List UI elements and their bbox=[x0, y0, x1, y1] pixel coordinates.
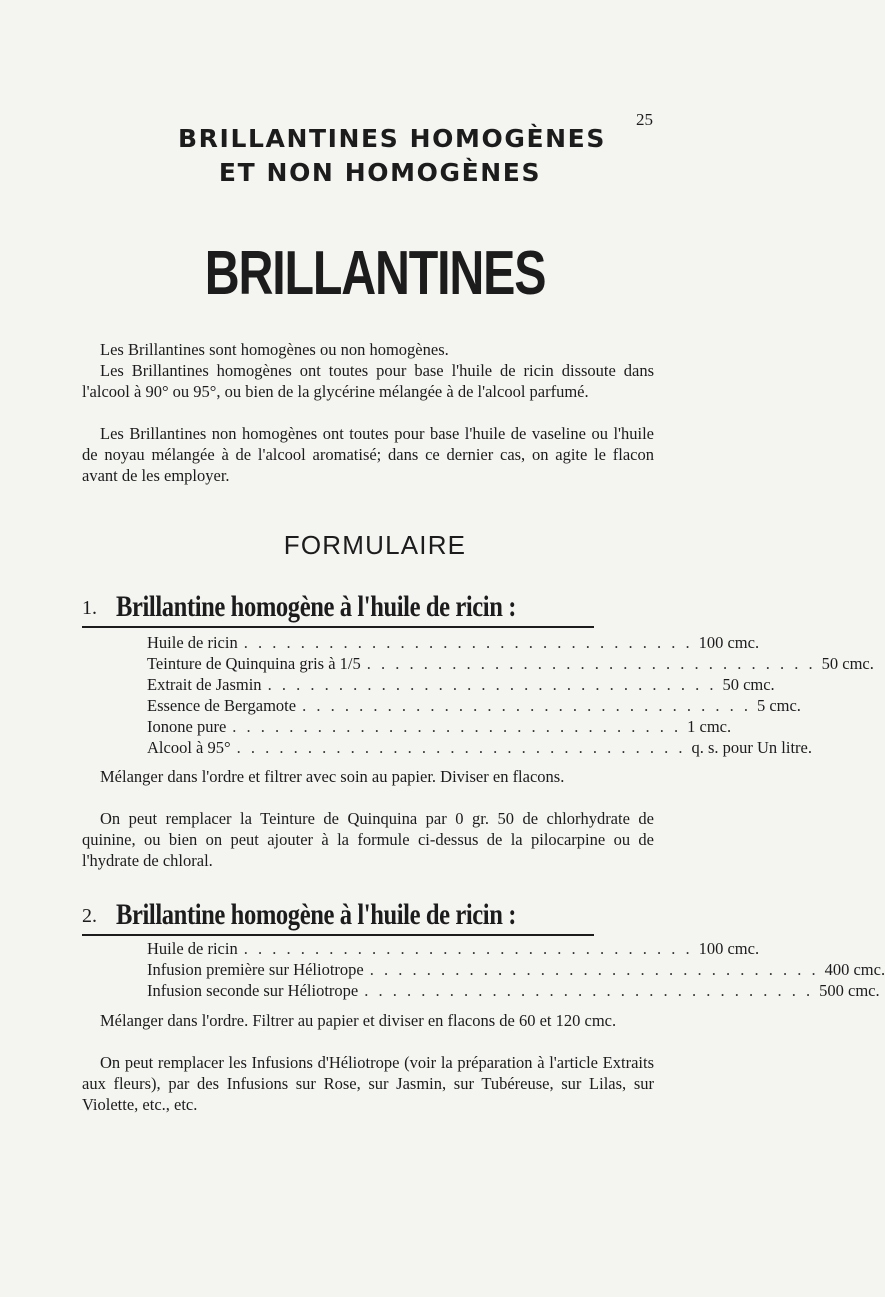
ingredient-row bbox=[147, 938, 760, 959]
intro-paragraph-1: Les Brillantines sont homogènes ou non homogènes. bbox=[100, 340, 449, 359]
ingredient-quantity: 400 cmc. bbox=[824, 960, 885, 979]
ingredient-row bbox=[147, 716, 732, 737]
dot-leader: . . . . . . . . . . . . . . . . . . . . . . . . . . . . . . . . bbox=[369, 960, 819, 979]
recipe-2-note-1: Mélanger dans l'ordre. Filtrer au papier et diviser en flacons de 60 et 120 cmc. bbox=[100, 1011, 617, 1030]
dot-leader: . . . . . . . . . . . . . . . . . . . . . . . . . . . . . . . . bbox=[232, 717, 682, 736]
ingredient-name: Huile de ricin bbox=[147, 939, 238, 958]
ingredient-quantity: 500 cmc. bbox=[819, 981, 880, 1000]
ingredient-row bbox=[147, 737, 812, 758]
ingredient-row bbox=[147, 980, 880, 1001]
ingredient-quantity: 50 cmc. bbox=[722, 675, 775, 694]
recipe-1-note-2: On peut remplacer la Teinture de Quinquina par 0 gr. 50 de chlorhydrate de quinine, ou bien on peut ajouter à la formule ci-dessus de la pilocarpine ou de l'hydrate de chloral. bbox=[82, 809, 654, 870]
ingredient-quantity: 100 cmc. bbox=[698, 939, 760, 958]
ingredient-quantity: 50 cmc. bbox=[821, 654, 874, 673]
recipe-title: Brillantine homogène à l'huile de ricin : bbox=[116, 898, 517, 931]
dot-leader: . . . . . . . . . . . . . . . . . . . . . . . . . . . . . . . . bbox=[243, 939, 693, 958]
ingredient-name: Huile de ricin bbox=[147, 633, 238, 652]
dot-leader: . . . . . . . . . . . . . . . . . . . . . . . . . . . . . . . . bbox=[302, 696, 751, 715]
ingredient-name: Essence de Bergamote bbox=[147, 696, 297, 715]
recipe-1-ingredient-list bbox=[147, 632, 874, 758]
recipe-title: Brillantine homogène à l'huile de ricin : bbox=[116, 590, 517, 623]
ingredient-quantity: 1 cmc. bbox=[687, 717, 732, 736]
recipe-number: 1. bbox=[82, 597, 97, 619]
section-title: FORMULAIRE bbox=[283, 530, 467, 560]
dot-leader: . . . . . . . . . . . . . . . . . . . . . . . . . . . . . . . . bbox=[243, 633, 693, 652]
ingredient-row bbox=[147, 674, 775, 695]
dot-leader: . . . . . . . . . . . . . . . . . . . . . . . . . . . . . . . . bbox=[366, 654, 816, 673]
ingredient-name: Infusion première sur Héliotrope bbox=[147, 960, 364, 979]
ingredient-name: Ionone pure bbox=[147, 717, 227, 736]
recipe-number: 2. bbox=[82, 905, 97, 927]
intro-paragraph-2: Les Brillantines homogènes ont toutes pour base l'huile de ricin dissoute dans l'alcool à 90° ou 95°, ou bien de la glycérine mélangée à de l'alcool parfumé. bbox=[82, 361, 654, 401]
ingredient-row bbox=[147, 632, 760, 653]
ingredient-row bbox=[147, 653, 874, 674]
ingredient-quantity: 100 cmc. bbox=[698, 633, 760, 652]
dot-leader: . . . . . . . . . . . . . . . . . . . . . . . . . . . . . . . . bbox=[364, 981, 814, 1000]
ingredient-quantity: q. s. pour Un litre. bbox=[691, 738, 812, 757]
intro-paragraph-3: Les Brillantines non homogènes ont toutes pour base l'huile de vaseline ou l'huile de noyau mélangée à de l'alcool aromatisé; dans ce dernier cas, on agite le flacon avant de les employer. bbox=[82, 424, 654, 485]
chapter-title-line-2: ET NON HOMOGÈNES bbox=[218, 158, 542, 187]
main-title: BRILLANTINES bbox=[204, 239, 546, 308]
dot-leader: . . . . . . . . . . . . . . . . . . . . . . . . . . . . . . . . bbox=[236, 738, 686, 757]
recipe-2-ingredient-list bbox=[147, 938, 885, 1001]
ingredient-name: Teinture de Quinquina gris à 1/5 bbox=[147, 654, 361, 673]
dot-leader: . . . . . . . . . . . . . . . . . . . . . . . . . . . . . . . . bbox=[267, 675, 717, 694]
page-number: 25 bbox=[636, 110, 653, 129]
recipe-2-note-2: On peut remplacer les Infusions d'Héliotrope (voir la préparation à l'article Extraits aux fleurs), par des Infusions sur Rose, sur Jasmin, sur Tubéreuse, sur Lilas, sur Violette, etc., etc. bbox=[82, 1053, 654, 1114]
recipe-1-heading bbox=[82, 582, 594, 628]
ingredient-quantity: 5 cmc. bbox=[756, 696, 801, 715]
ingredient-name: Alcool à 95° bbox=[147, 738, 231, 757]
ingredient-row bbox=[147, 695, 801, 716]
chapter-title-line-1: BRILLANTINES HOMOGÈNES bbox=[178, 124, 606, 153]
ingredient-row bbox=[147, 959, 885, 980]
recipe-2-heading bbox=[82, 890, 594, 936]
recipe-1-note-1: Mélanger dans l'ordre et filtrer avec soin au papier. Diviser en flacons. bbox=[100, 767, 565, 786]
ingredient-name: Extrait de Jasmin bbox=[147, 675, 262, 694]
ingredient-name: Infusion seconde sur Héliotrope bbox=[147, 981, 359, 1000]
